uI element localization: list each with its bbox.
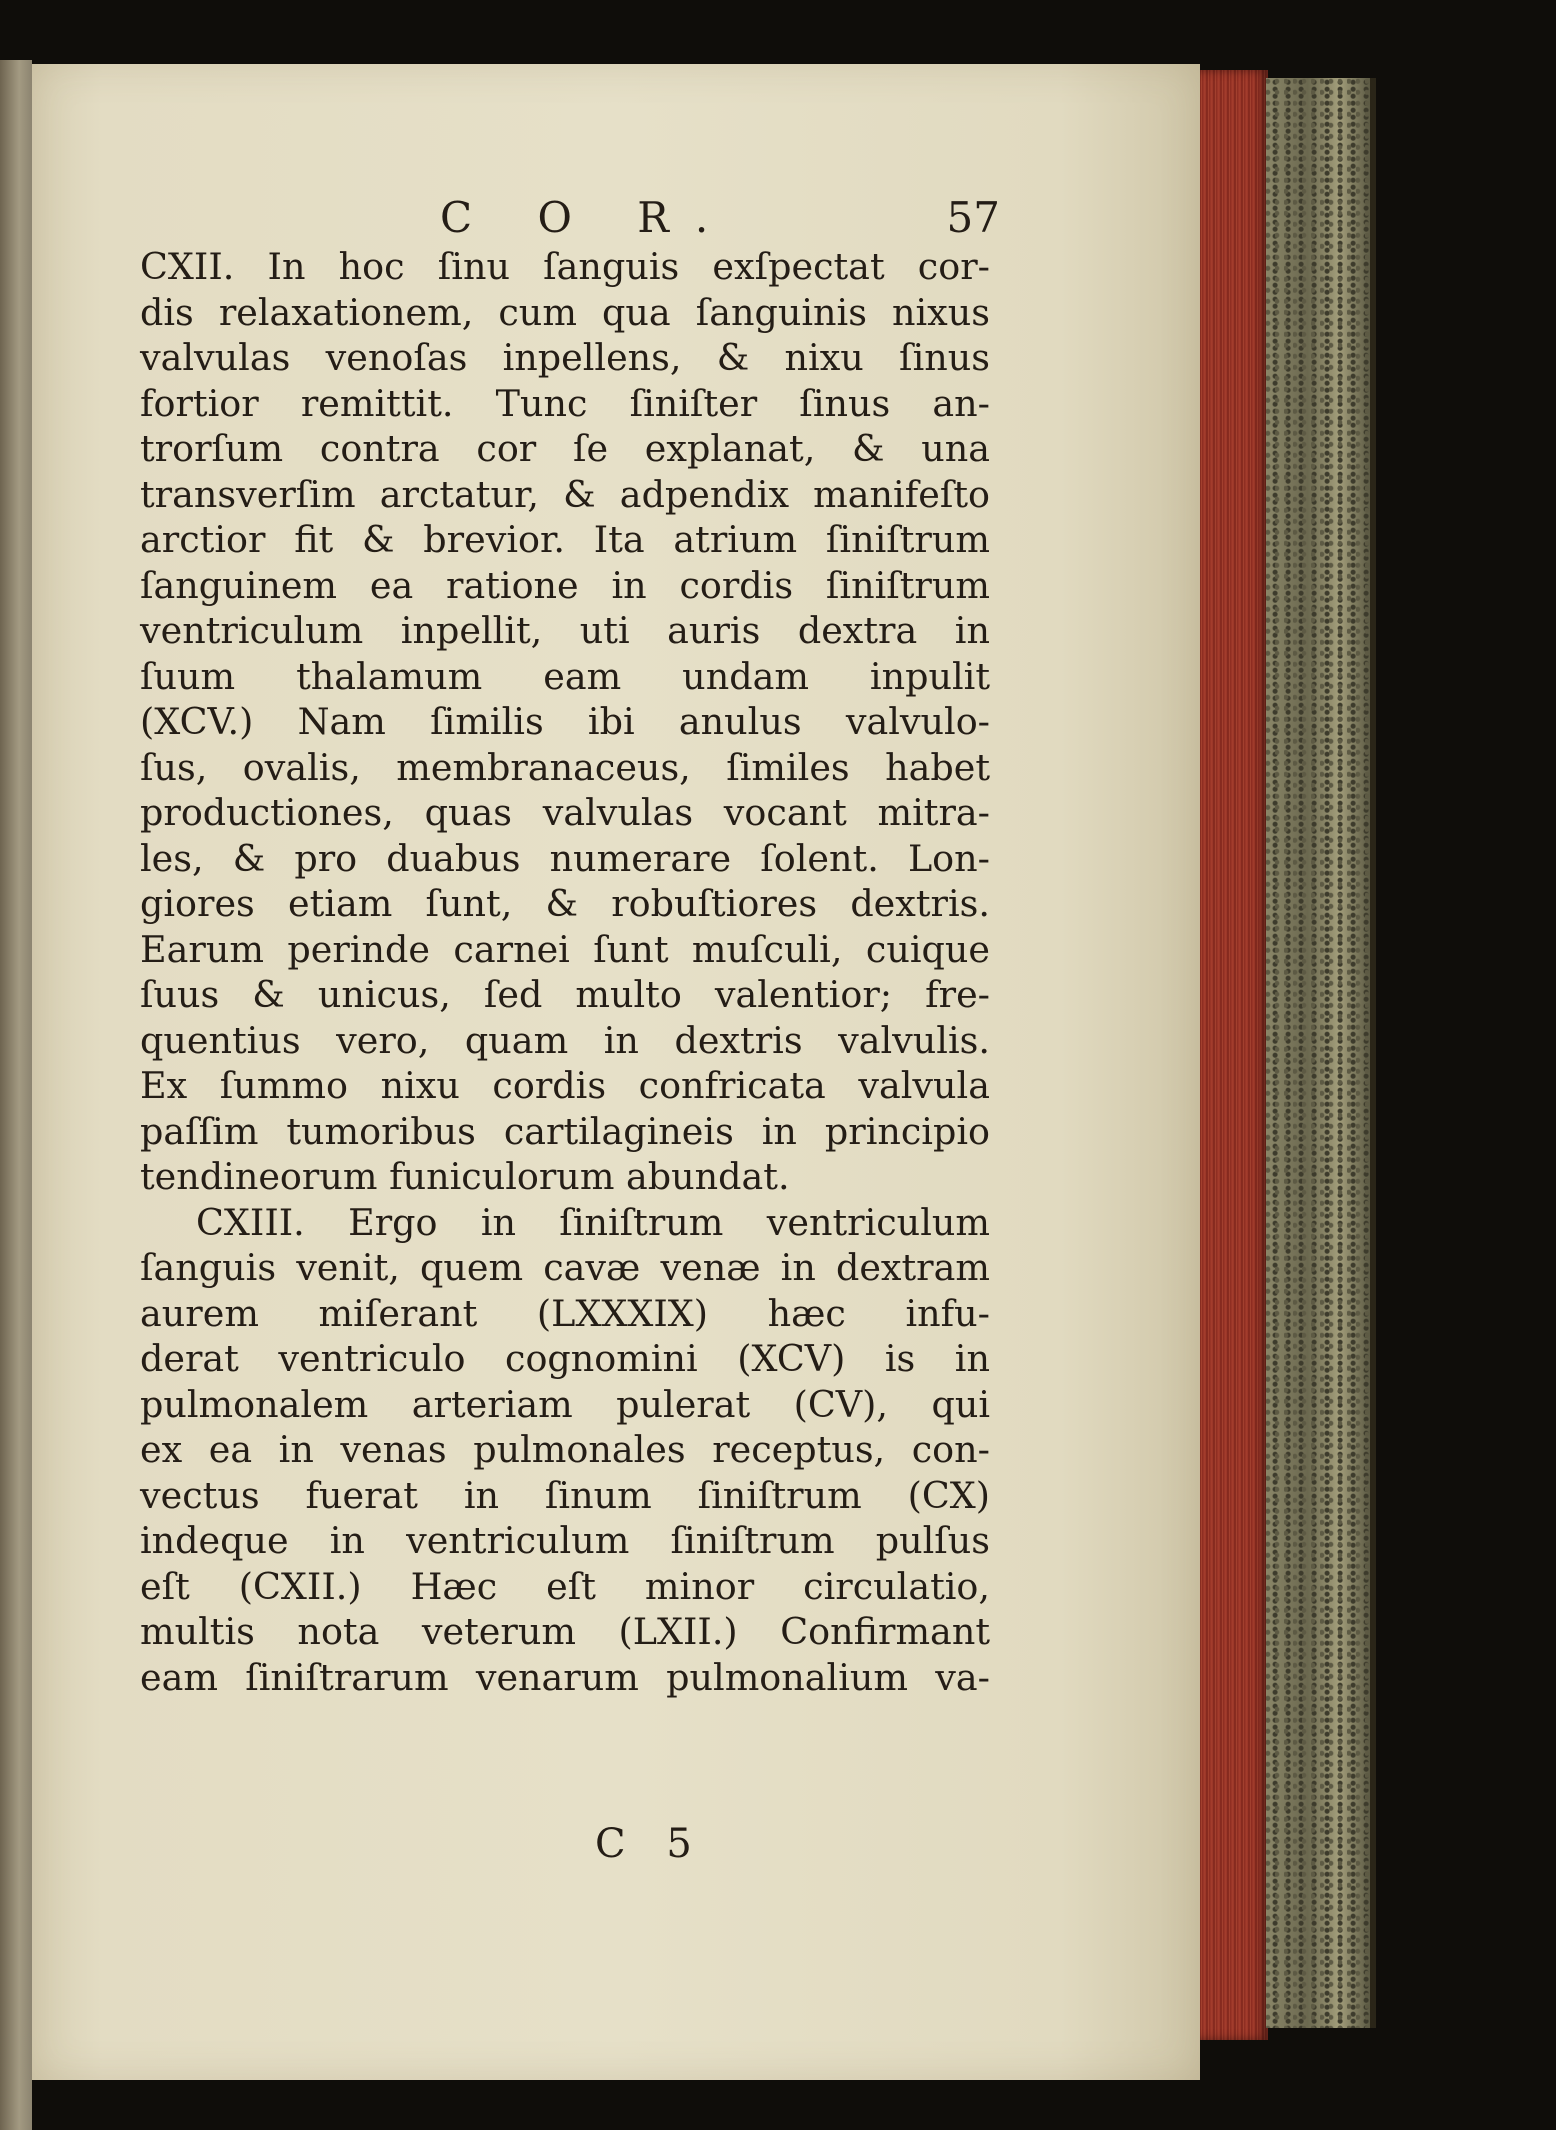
book-cover — [1266, 78, 1376, 2028]
text-line: derat ventriculo cognomini (XCV) is in — [140, 1337, 990, 1380]
text-line: ſus, ovalis, membranaceus, ſimiles habet — [140, 745, 990, 789]
text-line: Ex ſummo nixu cordis confricata valvula — [140, 1064, 990, 1107]
text-line: ſuus & unicus, ſed multo valentior; fre- — [140, 973, 990, 1016]
text-line: arctior fit & brevior. Ita atrium ſiniſtrum — [140, 518, 990, 561]
text-line: fortior remittit. Tunc ſiniſter ſinus an- — [140, 381, 990, 425]
text-line: Earum perinde carnei ſunt muſculi, cuique — [140, 927, 990, 971]
text-line: eſt (CXII.) Hæc eſt minor circulatio, — [140, 1564, 990, 1608]
left-page-edge — [0, 60, 32, 2130]
page-number: 57 — [946, 193, 1000, 242]
signature-mark: C 5 — [595, 1821, 706, 1867]
text-line: aurem miſerant (LXXXIX) hæc infu- — [140, 1291, 990, 1335]
text-line: giores etiam ſunt, & robuſtiores dextris. — [140, 882, 990, 925]
text-line: multis nota veterum (LXII.) Confirmant — [140, 1610, 990, 1653]
text-line: ſanguis venit, quem cavæ venæ in dextram — [140, 1246, 990, 1289]
running-title: C O R. — [440, 193, 735, 242]
text-line: les, & pro duabus numerare ſolent. Lon- — [140, 836, 990, 880]
text-line: ſuum thalamum eam undam inpulit — [140, 654, 990, 698]
text-line: trorſum contra cor ſe explanat, & una — [140, 427, 990, 470]
text-line: quentius vero, quam in dextris valvulis. — [140, 1018, 990, 1062]
text-line: productiones, quas valvulas vocant mitra- — [140, 791, 990, 834]
text-line: CXIII. Ergo in ſiniſtrum ventriculum — [196, 1200, 990, 1244]
text-line: eam ſiniſtrarum venarum pulmonalium va- — [140, 1655, 990, 1699]
text-line: CXII. In hoc ſinu ſanguis exſpectat cor- — [140, 245, 990, 288]
text-line: valvulas venoſas inpellens, & nixu ſinus — [140, 336, 990, 379]
book-page-edge — [1188, 70, 1268, 2040]
text-line: tendineorum funiculorum abundat. — [140, 1155, 790, 1198]
text-line: ex ea in venas pulmonales receptus, con- — [140, 1428, 990, 1471]
text-line: paſſim tumoribus cartilagineis in principio — [140, 1109, 990, 1153]
text-line: transverſim arctatur, & adpendix manifeſto — [140, 472, 990, 516]
text-line: ventriculum inpellit, uti auris dextra in — [140, 609, 990, 652]
text-line: dis relaxationem, cum qua ſanguinis nixus — [140, 290, 990, 334]
text-line: indeque in ventriculum ſiniſtrum pulſus — [140, 1519, 990, 1562]
text-line: (XCV.) Nam ſimilis ibi anulus valvulo- — [140, 700, 990, 743]
text-line: ſanguinem ea ratione in cordis ſiniſtrum — [140, 563, 990, 607]
page-body — [140, 244, 990, 1700]
text-line: vectus fuerat in ſinum ſiniſtrum (CX) — [140, 1473, 990, 1517]
text-line: pulmonalem arteriam pulerat (CV), qui — [140, 1382, 990, 1426]
page-header — [140, 188, 1000, 248]
